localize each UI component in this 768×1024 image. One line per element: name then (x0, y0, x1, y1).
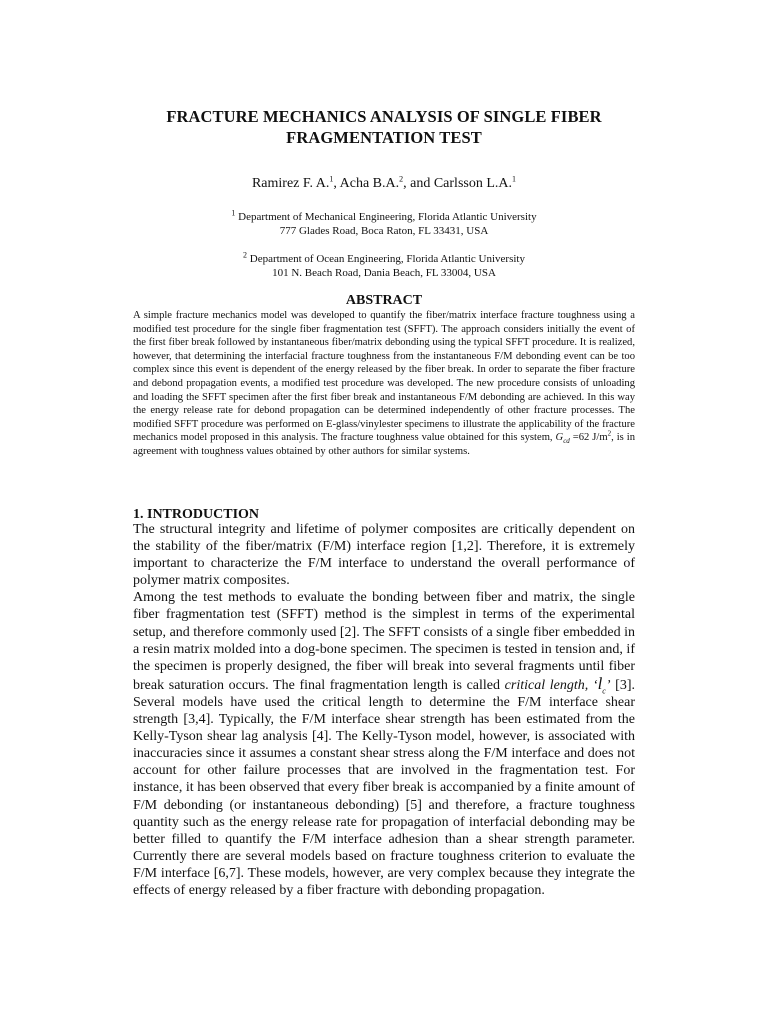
affiliation-mark: 2 (243, 250, 247, 260)
author-name: , and Carlsson L.A. (403, 176, 513, 191)
critical-length-symbol (597, 673, 606, 696)
affiliation-address: 777 Glades Road, Boca Raton, FL 33431, USA (279, 225, 489, 237)
affiliation-line (100, 252, 668, 266)
author-affiliation-mark: 1 (512, 174, 517, 184)
closing-quote: ’ (605, 677, 611, 693)
affiliation-department: Department of Mechanical Engineering, Florida Atlantic University (235, 211, 537, 223)
title-line-2: FRAGMENTATION TEST (286, 128, 482, 147)
author-name: Ramirez F. A. (251, 176, 330, 191)
critical-length-term: critical length, ‘ (504, 677, 598, 693)
author-name: , Acha B.A. (333, 176, 400, 191)
affiliation-2 (100, 252, 668, 280)
abstract-text (133, 309, 635, 459)
toughness-subscript: cd (563, 437, 570, 446)
title-line-1: FRACTURE MECHANICS ANALYSIS OF SINGLE FIBER (166, 107, 602, 126)
critical-length-subscript: c (602, 686, 606, 696)
unit-exponent: 2 (607, 429, 612, 438)
affiliation-mark: 1 (231, 208, 236, 218)
intro-paragraph-2 (133, 589, 635, 899)
critical-length-letter: l (597, 673, 603, 693)
abstract-text-part: =62 J/m (569, 432, 608, 444)
abstract-text-part: A simple fracture mechanics model was developed to quantify the fiber/matrix interface fracture toughness using a modified test procedure for the single fiber fragmentation test (SFFT). The approach considers initially the event of the first fiber break followed by instantaneous fiber/matrix debonding using the typical SFFT procedure. It is realized, however, that determining the interfacial fracture toughness from the instantaneous F/M debonding event can be too complex since this event is dependent of the energy released by the fiber break. In order to separate the fiber fracture and debond propagation events, a modified test procedure was developed. The new procedure consists of unloading and loading the SFFT specimen after the first fiber break and instantaneous F/M debonding are achieved. In this way the energy release rate for debond propagation can be determined independently of other fracture processes. The modified SFFT procedure was performed on E-glass/vinylester specimens to illustrate the applicability of the fracture mechanics model proposed in this analysis. The fracture toughness value obtained for this system, (133, 310, 635, 444)
affiliation-department: Department of Ocean Engineering, Florida Atlantic University (247, 253, 525, 265)
toughness-symbol: G (555, 432, 564, 444)
author-affiliation-mark: 1 (329, 174, 334, 184)
affiliation-line (100, 210, 668, 224)
paper-title (100, 106, 668, 148)
paragraph-text: Among the test methods to evaluate the bonding between fiber and matrix, the single fiber fragmentation test (SFFT) method is the simplest in terms of the experimental setup, and therefore commonly used [2]. The SFFT consists of a single fiber embedded in a resin matrix molded into a dog-bone specimen. The specimen is tested in tension and, if the specimen is properly designed, the fiber will break into several fragments until fiber break saturation occurs. The final fragmentation length is called (133, 590, 635, 693)
abstract-heading: ABSTRACT (345, 293, 423, 308)
paragraph-text: [3]. Several models have used the critical length to determine the F/M interface shear strength [3,4]. Typically, the F/M interface shear strength has been estimated from the Kelly-Tyson shear lag analysis [4]. The Kelly-Tyson model, however, is associated with inaccuracies since it assumes a constant shear stress along the F/M interface and does not account for other failure processes that are involved in the fragmentation test. For instance, it has been observed that every fiber break is accompanied by a finite amount of F/M debonding (or instantaneous debonding) [5] and therefore, a fracture toughness quantity such as the energy release rate for propagation of interfacial debonding may be better filled to quantify the F/M interface adhesion than a shear strength parameter. Currently there are several models based on fracture toughness criterion to evaluate the F/M interface [6,7]. These models, however, are very complex because they integrate the effects of energy released by a fiber fracture with debonding propagation. (133, 677, 636, 898)
intro-paragraph-1: The structural integrity and lifetime of polymer composites are critically dependent on the stability of the fiber/matrix (F/M) interface region [1,2]. Therefore, it is extremely important to characterize the F/M interface to understand the overall performance of polymer matrix composites. (133, 522, 635, 589)
author-list (100, 175, 668, 193)
introduction-body (133, 521, 635, 899)
section-heading-introduction: 1. INTRODUCTION (133, 507, 260, 522)
author-affiliation-mark: 2 (399, 174, 404, 184)
affiliation-address: 101 N. Beach Road, Dania Beach, FL 33004, USA (272, 267, 496, 279)
affiliation-1 (100, 210, 668, 238)
abstract-text-part: , is in agreement with toughness values obtained by other authors for similar systems. (133, 432, 635, 457)
